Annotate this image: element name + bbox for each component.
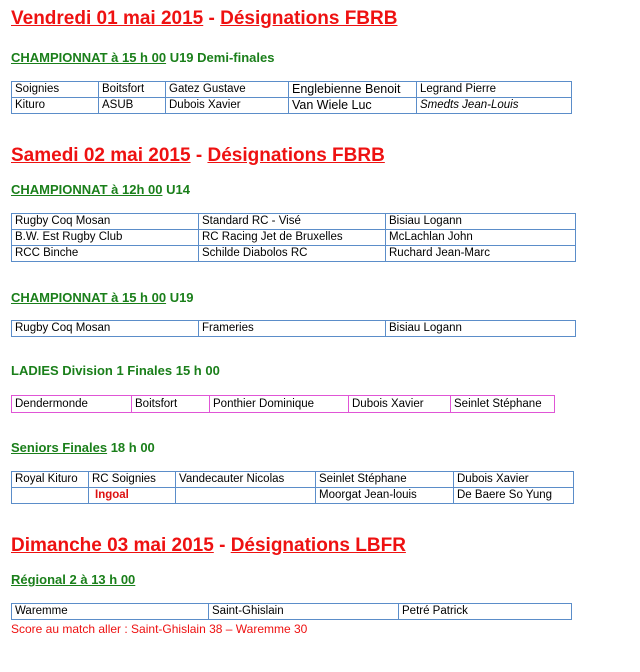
table-regional-2 xyxy=(11,603,572,620)
cell-home: Rugby Coq Mosan xyxy=(12,214,199,230)
cell-home: Kituro xyxy=(12,98,99,114)
section-heading-seniors: Seniors Finales 18 h 00 xyxy=(11,440,155,455)
cell-assistant-1: Seinlet Stéphane xyxy=(316,472,454,488)
cell-referee: Gatez Gustave xyxy=(166,82,289,98)
cell-referee xyxy=(176,488,316,504)
cell-away: Schilde Diabolos RC xyxy=(199,246,386,262)
section-heading-regional-2: Régional 2 à 13 h 00 xyxy=(11,572,136,587)
cell-away: ASUB xyxy=(99,98,166,114)
first-leg-score-note: Score au match aller : Saint-Ghislain 38 – Waremme 30 xyxy=(11,622,308,636)
table-u14 xyxy=(11,213,576,262)
cell-assistant-1: Dubois Xavier xyxy=(349,396,451,413)
section-heading-ladies: LADIES Division 1 Finales 15 h 00 xyxy=(11,363,220,378)
cell-referee: Bisiau Logann xyxy=(386,321,576,337)
ingoal-label: Ingoal xyxy=(89,488,176,504)
cell-home: B.W. Est Rugby Club xyxy=(12,230,199,246)
cell-referee: Petré Patrick xyxy=(399,604,572,620)
table-row xyxy=(12,488,574,504)
cell-assistant-2: Seinlet Stéphane xyxy=(451,396,555,413)
cell-assistant-2: Legrand Pierre xyxy=(417,82,572,98)
section-heading-u19: CHAMPIONNAT à 15 h 00 U19 xyxy=(11,290,194,305)
table-row xyxy=(12,82,572,98)
cell-referee: Bisiau Logann xyxy=(386,214,576,230)
cell-assistant-2: Smedts Jean-Louis xyxy=(417,98,572,114)
section-heading-u19-semifinals: CHAMPIONNAT à 15 h 00 U19 Demi-finales xyxy=(11,50,275,65)
cell-home: Soignies xyxy=(12,82,99,98)
table-seniors xyxy=(11,471,574,504)
cell-away: Saint-Ghislain xyxy=(209,604,399,620)
table-row xyxy=(12,604,572,620)
day-heading-friday: Vendredi 01 mai 2015 - Désignations FBRB xyxy=(11,8,398,29)
table-u19 xyxy=(11,320,576,337)
cell-referee: McLachlan John xyxy=(386,230,576,246)
cell-referee: Dubois Xavier xyxy=(166,98,289,114)
section-heading-u14: CHAMPIONNAT à 12h 00 U14 xyxy=(11,182,190,197)
cell-assistant-1: Englebienne Benoit xyxy=(289,82,417,98)
table-ladies xyxy=(11,395,555,413)
cell-home xyxy=(12,488,89,504)
cell-assistant-1: Moorgat Jean-louis xyxy=(316,488,454,504)
cell-away: Standard RC - Visé xyxy=(199,214,386,230)
table-row xyxy=(12,246,576,262)
cell-home: Royal Kituro xyxy=(12,472,89,488)
table-u19-semifinals xyxy=(11,81,572,114)
cell-home: Dendermonde xyxy=(12,396,132,413)
day-heading-sunday: Dimanche 03 mai 2015 - Désignations LBFR xyxy=(11,535,406,556)
table-row xyxy=(12,214,576,230)
table-row xyxy=(12,230,576,246)
cell-assistant-2: Dubois Xavier xyxy=(454,472,574,488)
cell-referee: Ruchard Jean-Marc xyxy=(386,246,576,262)
cell-home: Waremme xyxy=(12,604,209,620)
cell-home: Rugby Coq Mosan xyxy=(12,321,199,337)
cell-away: Boitsfort xyxy=(132,396,210,413)
cell-referee: Vandecauter Nicolas xyxy=(176,472,316,488)
table-row xyxy=(12,321,576,337)
cell-away: RC Racing Jet de Bruxelles xyxy=(199,230,386,246)
cell-assistant-2: De Baere So Yung xyxy=(454,488,574,504)
cell-home: RCC Binche xyxy=(12,246,199,262)
table-row xyxy=(12,472,574,488)
cell-away: RC Soignies xyxy=(89,472,176,488)
day-heading-saturday: Samedi 02 mai 2015 - Désignations FBRB xyxy=(11,145,385,166)
cell-away: Frameries xyxy=(199,321,386,337)
cell-assistant-1: Van Wiele Luc xyxy=(289,98,417,114)
cell-referee: Ponthier Dominique xyxy=(210,396,349,413)
table-row xyxy=(12,396,555,413)
cell-away: Boitsfort xyxy=(99,82,166,98)
table-row xyxy=(12,98,572,114)
